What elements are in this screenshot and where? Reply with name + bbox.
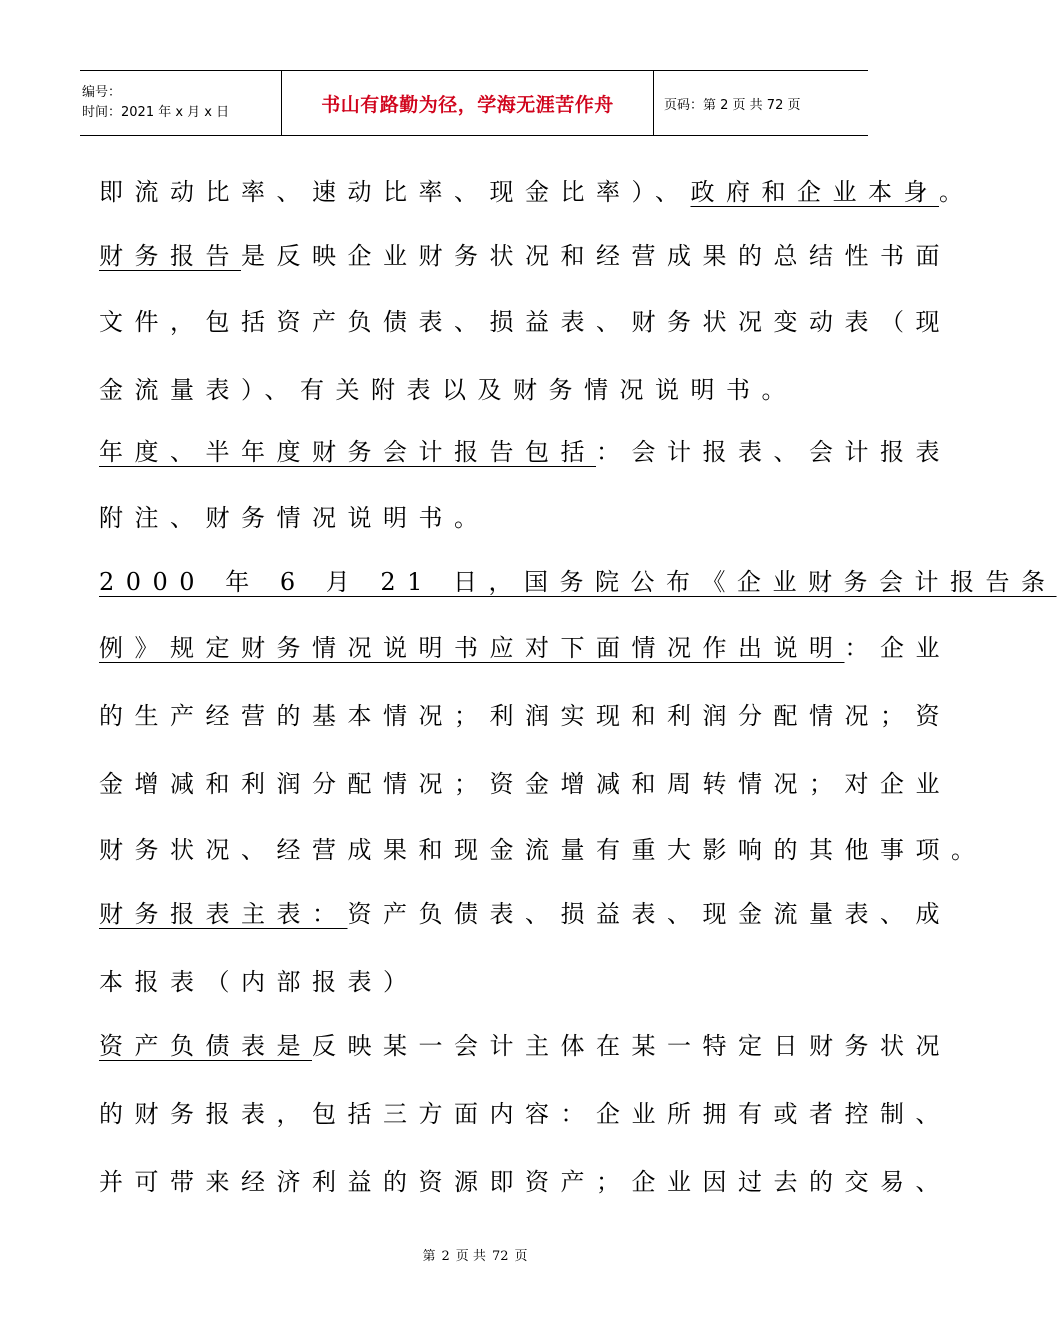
text-line [99,700,951,732]
motto-text: 书山有路勤为径，学海无涯苦作舟 [321,93,614,116]
text-line [99,632,951,664]
underlined-phrase: 财务报表主表： [99,900,348,928]
text-span: 财务状况、经营成果和现金流量有重大影响的其他事项。 [99,836,987,864]
footer-prefix: 第 [422,1249,436,1264]
text-line [99,436,951,468]
text-line [99,1030,951,1062]
text-line [99,898,951,930]
document-date: 时间：2021 年 x 月 x 日 [82,105,230,120]
text-span: 并可带来经济利益的资源即资产；企业因过去的交易、 [99,1168,951,1196]
text-span: 反映某一会计主体在某一特定日财务状况 [312,1032,951,1060]
text-span: 金增减和利润分配情况；资金增减和周转情况；对企业 [99,770,951,798]
footer-mid: 页 共 [455,1249,486,1264]
text-line [99,502,490,534]
text-span: 的财务报表，包括三方面内容：企业所拥有或者控制、 [99,1100,951,1128]
header-page-info [654,71,868,135]
text-span: ：会计报表、会计报表 [596,438,951,466]
footer-page-number: 2 [441,1249,450,1264]
text-line [99,768,951,800]
page-footer [0,1245,950,1264]
underlined-phrase: 政府和企业本身 [690,178,939,206]
underlined-phrase: 资产负债表是 [99,1032,312,1060]
text-line [99,566,1057,598]
footer-suffix: 页 [514,1249,528,1264]
header-meta [80,71,282,135]
text-span: 本报表（内部报表） [99,968,419,996]
page-header [80,70,868,136]
underlined-phrase: 年度、半年度财务会计报告包括 [99,438,596,466]
text-line [99,834,987,866]
text-line [99,240,951,272]
header-motto [282,71,654,135]
text-span: 金流量表）、有关附表以及财务情况说明书。 [99,376,797,404]
underlined-phrase: 2000 年 6 月 21 日，国务院公布《企业财务会计报告条 [99,568,1057,596]
text-span: ：企业 [844,634,951,662]
text-span: 。 [939,178,975,206]
underlined-phrase: 例》规定财务情况说明书应对下面情况作出说明 [99,634,845,662]
document-number: 编号： [82,85,122,100]
text-span: 附注、财务情况说明书。 [99,504,490,532]
text-span: 即流动比率、速动比率、现金比率）、 [99,178,691,206]
text-line [99,176,975,208]
text-span: 是反映企业财务状况和经营成果的总结性书面 [241,242,951,270]
text-span: 资产负债表、损益表、现金流量表、成 [347,900,951,928]
underlined-phrase: 财务报告 [99,242,241,270]
footer-total-pages: 72 [491,1249,509,1264]
text-line [99,306,951,338]
text-span: 的生产经营的基本情况；利润实现和利润分配情况；资 [99,702,951,730]
text-span: 文件，包括资产负债表、损益表、财务状况变动表（现 [99,308,951,336]
text-line [99,966,419,998]
text-line [99,374,797,406]
text-line [99,1098,951,1130]
page-info-text: 页码：第 2 页 共 72 页 [664,97,801,113]
text-line [99,1166,951,1198]
